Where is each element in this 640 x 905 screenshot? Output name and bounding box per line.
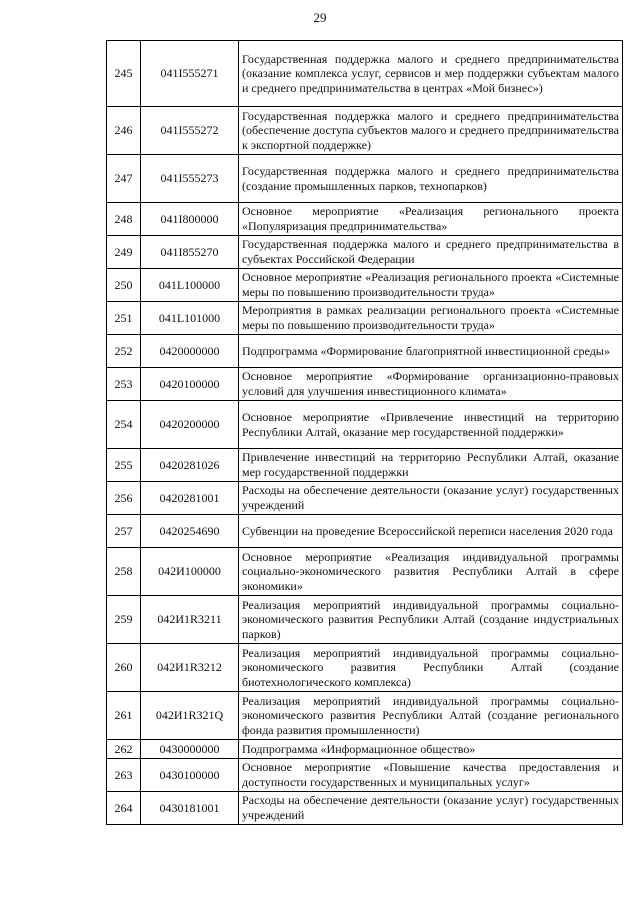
budget-classification-table [106,40,623,825]
target-article-name: Государственная поддержка малого и среднего предпринимательства (обеспечение доступа субъектов малого и среднего предпринимательства к экспортной поддержке) [239,107,623,155]
row-number: 261 [107,692,141,740]
table-row [107,269,623,302]
target-article-code: 0430000000 [141,740,239,759]
target-article-code: 042И1R3212 [141,644,239,692]
table-row [107,548,623,596]
row-number: 251 [107,302,141,335]
table-row [107,792,623,825]
target-article-code: 041I855270 [141,236,239,269]
target-article-name: Привлечение инвестиций на территорию Республики Алтай, оказание мер государственной поддержки [239,449,623,482]
row-number: 248 [107,203,141,236]
target-article-code: 0430181001 [141,792,239,825]
target-article-code: 041I555272 [141,107,239,155]
target-article-code: 041I555271 [141,41,239,107]
target-article-name: Реализация мероприятий индивидуальной программы социально-экономического развития Республики Алтай (создание регионального фонда развития промышленности) [239,692,623,740]
row-number: 250 [107,269,141,302]
row-number: 258 [107,548,141,596]
table-row [107,740,623,759]
row-number: 257 [107,515,141,548]
row-number: 246 [107,107,141,155]
row-number: 264 [107,792,141,825]
row-number: 247 [107,155,141,203]
table-row [107,596,623,644]
target-article-name: Реализация мероприятий индивидуальной программы социально-экономического развития Республики Алтай (создание биотехнологического комплекса) [239,644,623,692]
row-number: 249 [107,236,141,269]
target-article-code: 041I800000 [141,203,239,236]
table-row [107,449,623,482]
table-row [107,236,623,269]
target-article-code: 0420000000 [141,335,239,368]
target-article-name: Субвенции на проведение Всероссийской переписи населения 2020 года [239,515,623,548]
target-article-name: Основное мероприятие «Формирование организационно-правовых условий для улучшения инвестиционного климата» [239,368,623,401]
target-article-name: Расходы на обеспечение деятельности (оказание услуг) государственных учреждений [239,792,623,825]
row-number: 255 [107,449,141,482]
table-body [107,41,623,825]
table-row [107,107,623,155]
target-article-code: 0420281001 [141,482,239,515]
target-article-name: Основное мероприятие «Реализация регионального проекта «Популяризация предпринимательства» [239,203,623,236]
target-article-code: 041L101000 [141,302,239,335]
target-article-name: Основное мероприятие «Повышение качества предоставления и доступности государственных и муниципальных услуг» [239,759,623,792]
target-article-code: 0420200000 [141,401,239,449]
target-article-code: 0430100000 [141,759,239,792]
row-number: 256 [107,482,141,515]
target-article-name: Государственная поддержка малого и среднего предпринимательства (создание промышленных парков, технопарков) [239,155,623,203]
target-article-name: Государственная поддержка малого и среднего предпринимательства (оказание комплекса услуг, сервисов и мер поддержки субъектам малого и среднего предпринимательства в центрах «Мой бизнес») [239,41,623,107]
row-number: 259 [107,596,141,644]
target-article-name: Основное мероприятие «Реализация индивидуальной программы социально-экономического развития Республики Алтай в сфере экономики» [239,548,623,596]
row-number: 262 [107,740,141,759]
target-article-code: 042И1R3211 [141,596,239,644]
row-number: 254 [107,401,141,449]
table-row [107,335,623,368]
row-number: 252 [107,335,141,368]
target-article-code: 042И100000 [141,548,239,596]
table-row [107,368,623,401]
target-article-name: Расходы на обеспечение деятельности (оказание услуг) государственных учреждений [239,482,623,515]
target-article-code: 0420254690 [141,515,239,548]
page-number: 29 [313,10,327,25]
table-row [107,401,623,449]
target-article-name: Государственная поддержка малого и среднего предпринимательства в субъектах Российской Федерации [239,236,623,269]
row-number: 260 [107,644,141,692]
target-article-name: Основное мероприятие «Реализация регионального проекта «Системные меры по повышению производительности труда» [239,269,623,302]
table-row [107,302,623,335]
table-row [107,482,623,515]
row-number: 245 [107,41,141,107]
target-article-name: Подпрограмма «Формирование благоприятной инвестиционной среды» [239,335,623,368]
target-article-name: Реализация мероприятий индивидуальной программы социально-экономического развития Республики Алтай (создание индустриальных парков) [239,596,623,644]
row-number: 263 [107,759,141,792]
target-article-name: Подпрограмма «Информационное общество» [239,740,623,759]
row-number: 253 [107,368,141,401]
target-article-code: 041L100000 [141,269,239,302]
target-article-name: Основное мероприятие «Привлечение инвестиций на территорию Республики Алтай, оказание мер государственной поддержки» [239,401,623,449]
target-article-name: Мероприятия в рамках реализации регионального проекта «Системные меры по повышению производительности труда» [239,302,623,335]
target-article-code: 0420100000 [141,368,239,401]
table-row [107,155,623,203]
table-row [107,644,623,692]
target-article-code: 042И1R321Q [141,692,239,740]
target-article-code: 0420281026 [141,449,239,482]
table-row [107,41,623,107]
table-row [107,759,623,792]
table-row [107,203,623,236]
table-row [107,515,623,548]
table-row [107,692,623,740]
target-article-code: 041I555273 [141,155,239,203]
